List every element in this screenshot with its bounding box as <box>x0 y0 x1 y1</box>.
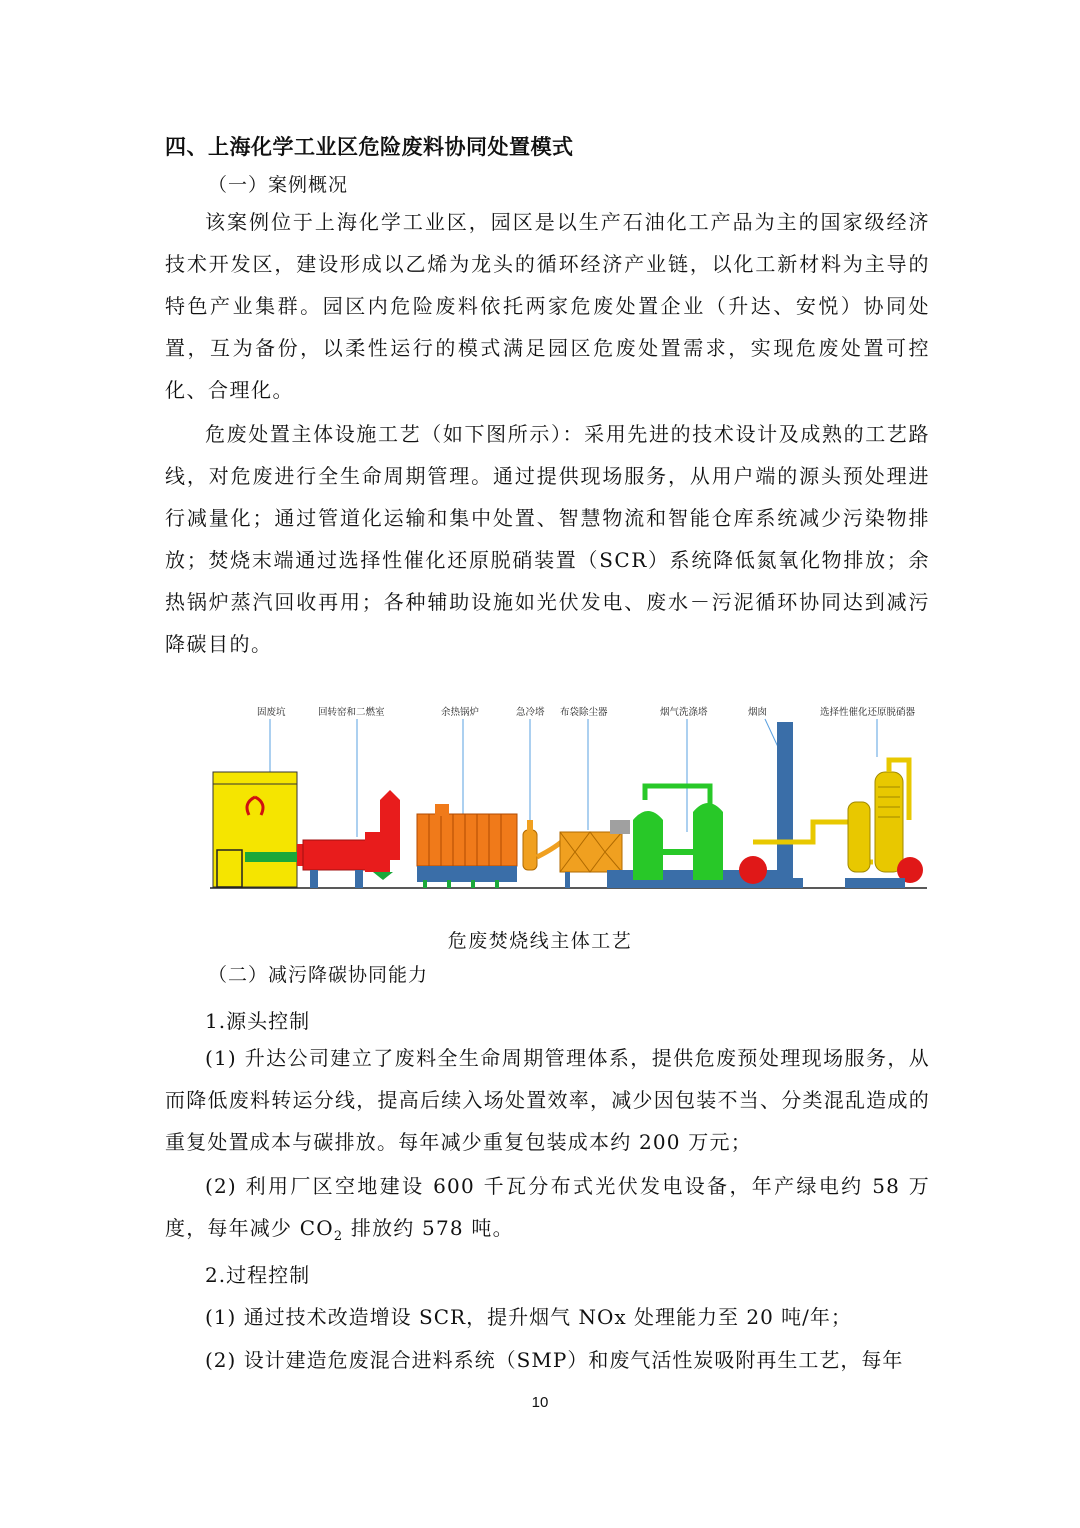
label-pit: 固废坑 <box>257 707 286 718</box>
subsection-title-synergy: （二）减污降碳协同能力 <box>208 964 429 986</box>
waste-heat-boiler <box>417 804 517 888</box>
subsection-title-case: （一）案例概况 <box>208 174 349 196</box>
incineration-process-diagram <box>205 692 930 897</box>
chimney-stack <box>739 722 803 888</box>
item-solar-pv <box>165 1165 930 1258</box>
page-number: 10 <box>531 1394 549 1411</box>
subscript-2: 2 <box>333 1229 344 1244</box>
sub-heading-process-control: 2.过程控制 <box>205 1263 311 1287</box>
paragraph-process: 危废处置主体设施工艺（如下图所示）：采用先进的技术设计及成熟的工艺路线，对危废进行全生命周期管理。通过提供现场服务，从用户端的源头预处理进行减量化；通过管道化运输和集中处置、智慧物流和智能仓库系统减少污染物排放；焚烧末端通过选择性催化还原脱硝装置（SCR）系统降低氮氧化物排放；余热锅炉蒸汽回收再用；各种辅助设施如光伏发电、废水－污泥循环协同达到减污降碳目的。 <box>165 422 930 656</box>
label-quench: 急冷塔 <box>516 707 545 718</box>
sub-heading-source-control: 1.源头控制 <box>205 1009 311 1033</box>
item-solar-pv-text-end: 排放约 578 吨。 <box>343 1216 514 1240</box>
paragraph-case-overview: 该案例位于上海化学工业区，园区是以生产石油化工产品为主的国家级经济技术开发区，建设形成以乙烯为龙头的循环经济产业链，以化工新材料为主导的特色产业集群。园区内危险废料依托两家危废处置企业（升达、安悦）协同处置，互为备份，以柔性运行的模式满足园区危废处置需求，实现危废处置可控化、合理化。 <box>165 210 930 402</box>
label-scrubber: 烟气洗涤塔 <box>660 707 708 718</box>
waste-pit <box>213 772 297 887</box>
figure-caption: 危废焚烧线主体工艺 <box>447 930 633 952</box>
item-solar-pv-text: (2) 利用厂区空地建设 600 千瓦分布式光伏发电设备，年产绿电约 58 万度，每年减少 CO <box>165 1174 930 1240</box>
label-baghouse: 布袋除尘器 <box>560 707 608 718</box>
label-scr: 选择性催化还原脱硝器 <box>820 707 916 718</box>
label-kiln: 回转窑和二燃室 <box>318 707 385 718</box>
item-smp-system: (2) 设计建造危废混合进料系统（SMP）和废气活性炭吸附再生工艺，每年 <box>205 1348 904 1372</box>
section-heading: 四、上海化学工业区危险废料协同处置模式 <box>165 135 574 159</box>
label-boiler: 余热锅炉 <box>441 707 480 718</box>
item-lifecycle-management: (1) 升达公司建立了废料全生命周期管理体系，提供危废预处理现场服务，从而降低废料转运分线，提高后续入场处置效率，减少因包装不当、分类混乱造成的重复处置成本与碳排放。每年减少重复包装成本约 200 万元； <box>165 1046 930 1154</box>
item-scr-upgrade: (1) 通过技术改造增设 SCR，提升烟气 NOx 处理能力至 20 吨/年； <box>205 1305 852 1329</box>
label-stack: 烟囱 <box>748 707 768 718</box>
